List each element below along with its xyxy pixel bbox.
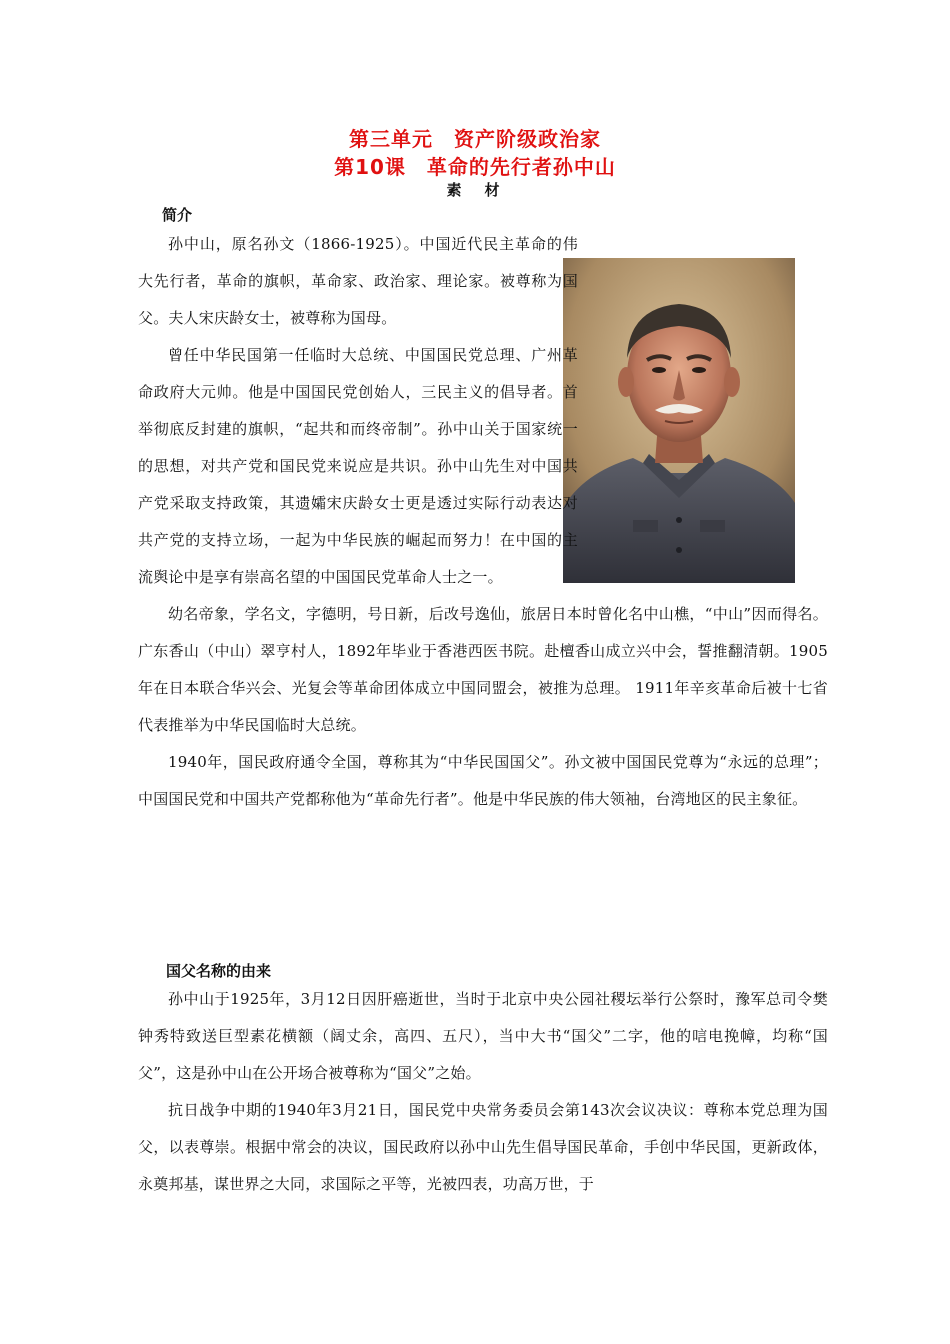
subtitle: 素 材 [446, 181, 504, 199]
lesson-title: 第10课 革命的先行者孙中山 [334, 155, 616, 179]
paragraph: 孙中山于1925年，3月12日因肝癌逝世，当时于北京中央公园社稷坛举行公祭时，豫军总司令樊钟秀特致送巨型素花横额（阔丈余，高四、五尺），当中大书“国父”二字，他的唁电挽幛，均称“国父”，这是孙中山在公开场合被尊称为“国父”之始。 [138, 990, 828, 1082]
paragraph: 抗日战争中期的1940年3月21日，国民党中央常务委员会第143次会议决议：尊称本党总理为国父，以表尊崇。根据中常会的决议，国民政府以孙中山先生倡导国民革命，手创中华民国，更新政体，永奠邦基，谋世界之大同，求国际之平等，光被四表，功高万世，于 [138, 1101, 828, 1193]
paragraph: 幼名帝象，学名文，字德明，号日新，后改号逸仙，旅居日本时曾化名中山樵，“中山”因而得名。广东香山（中山）翠亨村人，1892年毕业于香港西医书院。赴檀香山成立兴中会，誓推翻清朝。1905年在日本联合华兴会、光复会等革命团体成立中国同盟会，被推为总理。 1911年辛亥革命后被十七省代表推举为中华民国临时大总统。 [138, 605, 828, 734]
photo-spacer [578, 256, 828, 596]
paragraph: 曾任中华民国第一任临时大总统、中国国民党总理、广州革命政府大元帅。他是中国国民党创始人，三民主义的倡导者。首举彻底反封建的旗帜，“起共和而终帝制”。孙中山关于国家统一的思想，对共产党和国民党来说应是共识。孙中山先生对中国共产党采取支持政策，其遗孀宋庆龄女士更是透过实际行动表达对共产党的支持立场，一起为中华民族的崛起而努力！在中国的主流舆论中是享有崇高名望的中国国民党革命人士之一。 [138, 346, 578, 586]
paragraph: 1940年，国民政府通令全国，尊称其为“中华民国国父”。孙文被中国国民党尊为“永远的总理”；中国国民党和中国共产党都称他为“革命先行者”。他是中华民族的伟大领袖，台湾地区的民主象征。 [138, 753, 828, 808]
unit-title: 第三单元 资产阶级政治家 [349, 127, 601, 151]
section-heading-intro: 简介 [162, 206, 193, 224]
paragraph: 孙中山，原名孙文（1866-1925）。中国近代民主革命的伟大先行者，革命的旗帜，革命家、政治家、理论家。被尊称为国父。夫人宋庆龄女士，被尊称为国母。 [138, 235, 578, 327]
intro-body [138, 226, 828, 818]
section-heading-origin: 国父名称的由来 [166, 962, 272, 980]
origin-body [138, 981, 828, 1203]
